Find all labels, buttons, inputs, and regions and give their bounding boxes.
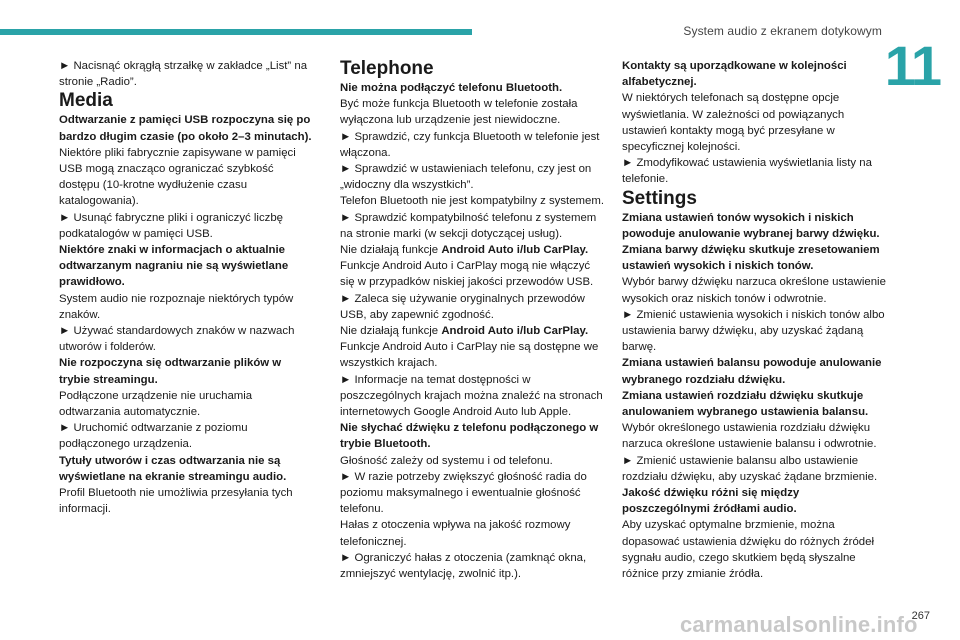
problem-heading-prefix: Nie działają funkcje — [340, 325, 442, 338]
body-paragraph: Profil Bluetooth nie umożliwia przesyłania tych informacji. — [59, 487, 293, 516]
section-heading: Media — [59, 90, 113, 112]
problem-heading: Jakość dźwięku różni się między poszczególnymi źródłami audio. — [622, 487, 800, 516]
problem-heading-mixed — [340, 323, 604, 339]
chapter-number: 11 — [884, 34, 940, 97]
body-paragraph: Aby uzyskać optymalne brzmienie, można dopasować ustawienia dźwięku do różnych źródeł sygnału audio, czego skutkiem będą słyszalne różnice przy zmianie źródła. — [622, 519, 875, 581]
solution-step: ► Zaleca się używanie oryginalnych przewodów USB, aby zapewnić zgodność. — [340, 291, 604, 323]
problem-heading: Nie można podłączyć telefonu Bluetooth. — [340, 82, 563, 94]
problem-heading-prefix: Nie działają funkcje — [340, 244, 442, 257]
body-paragraph: W niektórych telefonach są dostępne opcje wyświetlania. W zależności od powiązanych ustawień kontakty mogą być przesyłane w specyficznej kolejności. — [622, 92, 845, 154]
body-paragraph: Hałas z otoczenia wpływa na jakość rozmowy telefonicznej. — [340, 519, 571, 548]
column-left — [59, 58, 313, 517]
problem-heading-bold: Android Auto i/lub CarPlay. — [441, 325, 589, 338]
solution-step: ► Zmodyfikować ustawienia wyświetlania listy na telefonie. — [622, 155, 888, 187]
body-paragraph: Być może funkcja Bluetooth w telefonie została wyłączona lub urządzenie jest niewidoczne. — [340, 98, 578, 127]
column-right — [622, 58, 888, 582]
problem-heading: Kontakty są uporządkowane w kolejności alfabetycznej. — [622, 60, 847, 89]
problem-heading: Niektóre znaki w informacjach o aktualnie odtwarzanym nagraniu nie są wyświetlane prawidłowo. — [59, 244, 289, 289]
body-paragraph: Telefon Bluetooth nie jest kompatybilny z systemem. — [340, 195, 605, 208]
solution-step: ► Informacje na temat dostępności w poszczególnych krajach można znaleźć na stronach internetowych Google Android Auto lub Apple. — [340, 372, 604, 421]
watermark: carmanualsonline.info — [680, 612, 918, 637]
problem-heading: Zmiana ustawień rozdziału dźwięku skutkuje anulowaniem wybranego ustawienia balansu. — [622, 389, 869, 419]
problem-heading: Nie rozpoczyna się odtwarzanie plików w trybie streamingu. — [59, 357, 282, 386]
header-accent-bar — [0, 29, 472, 35]
problem-heading: Nie słychać dźwięku z telefonu podłączonego w trybie Bluetooth. — [340, 422, 599, 451]
solution-step: ► Zmienić ustawienie balansu albo ustawienie rozdziału dźwięku, aby uzyskać żądane brzmienie. — [622, 453, 888, 485]
solution-step: ► Uruchomić odtwarzanie z poziomu podłączonego urządzenia. — [59, 420, 313, 452]
solution-step: ► Używać standardowych znaków w nazwach utworów i folderów. — [59, 323, 313, 355]
problem-heading-mixed — [340, 242, 604, 258]
problem-heading-bold: Android Auto i/lub CarPlay. — [441, 244, 589, 257]
section-heading: Settings — [622, 187, 697, 209]
body-paragraph: Funkcje Android Auto i CarPlay mogą nie włączyć się w przypadków niskiej jakości przewodów USB. — [340, 260, 594, 289]
solution-step: ► Sprawdzić w ustawieniach telefonu, czy jest on „widoczny dla wszystkich”. — [340, 161, 604, 193]
solution-step: ► Nacisnąć okrągłą strzałkę w zakładce „List” na stronie „Radio”. — [59, 58, 313, 90]
body-paragraph: Wybór barwy dźwięku narzuca określone ustawienie wysokich oraz niskich tonów i odwrotnie. — [622, 276, 886, 305]
problem-heading: Odtwarzanie z pamięci USB rozpoczyna się po bardzo długim czasie (po około 2–3 minutach). — [59, 114, 312, 143]
problem-heading: Zmiana ustawień tonów wysokich i niskich powoduje anulowanie wybranej barwy dźwięku. — [622, 211, 880, 240]
problem-heading: Zmiana barwy dźwięku skutkuje zresetowaniem ustawień wysokich i niskich tonów. — [622, 244, 880, 273]
body-paragraph: Funkcje Android Auto i CarPlay nie są dostępne we wszystkich krajach. — [340, 341, 599, 370]
section-heading: Telephone — [340, 58, 434, 79]
body-paragraph: Podłączone urządzenie nie uruchamia odtwarzania automatycznie. — [59, 389, 253, 419]
section-title: System audio z ekranem dotykowym — [683, 24, 882, 38]
body-paragraph: Niektóre pliki fabrycznie zapisywane w pamięci USB mogą znacząco ograniczać szybkość dostępu (10-krotne wydłużenie czasu katalogowania). — [59, 146, 296, 208]
solution-step: ► W razie potrzeby zwiększyć głośność radia do poziomu maksymalnego i ewentualnie głośność telefonu. — [340, 469, 604, 518]
solution-step: ► Usunąć fabryczne pliki i ograniczyć liczbę podkatalogów w pamięci USB. — [59, 210, 313, 242]
body-paragraph: Wybór określonego ustawienia rozdziału dźwięku narzuca określone ustawienie balansu i odwrotnie. — [622, 422, 877, 451]
page-number: 267 — [911, 610, 930, 622]
solution-step: ► Sprawdzić kompatybilność telefonu z systemem na stronie marki (w sekcji dotyczącej usług). — [340, 210, 604, 242]
problem-heading: Tytuły utworów i czas odtwarzania nie są wyświetlane na ekranie streamingu audio. — [59, 454, 287, 483]
solution-step: ► Zmienić ustawienia wysokich i niskich tonów albo ustawienia barwy dźwięku, aby uzyskać żądaną barwę. — [622, 307, 888, 356]
solution-step: ► Ograniczyć hałas z otoczenia (zamknąć okna, zmniejszyć wentylację, zwolnić itp.). — [340, 550, 604, 582]
body-paragraph: Głośność zależy od systemu i od telefonu. — [340, 454, 553, 467]
solution-step: ► Sprawdzić, czy funkcja Bluetooth w telefonie jest włączona. — [340, 129, 604, 161]
column-middle — [340, 58, 604, 582]
body-paragraph: System audio nie rozpoznaje niektórych typów znaków. — [59, 292, 294, 321]
problem-heading: Zmiana ustawień balansu powoduje anulowanie wybranego rozdziału dźwięku. — [622, 357, 882, 386]
